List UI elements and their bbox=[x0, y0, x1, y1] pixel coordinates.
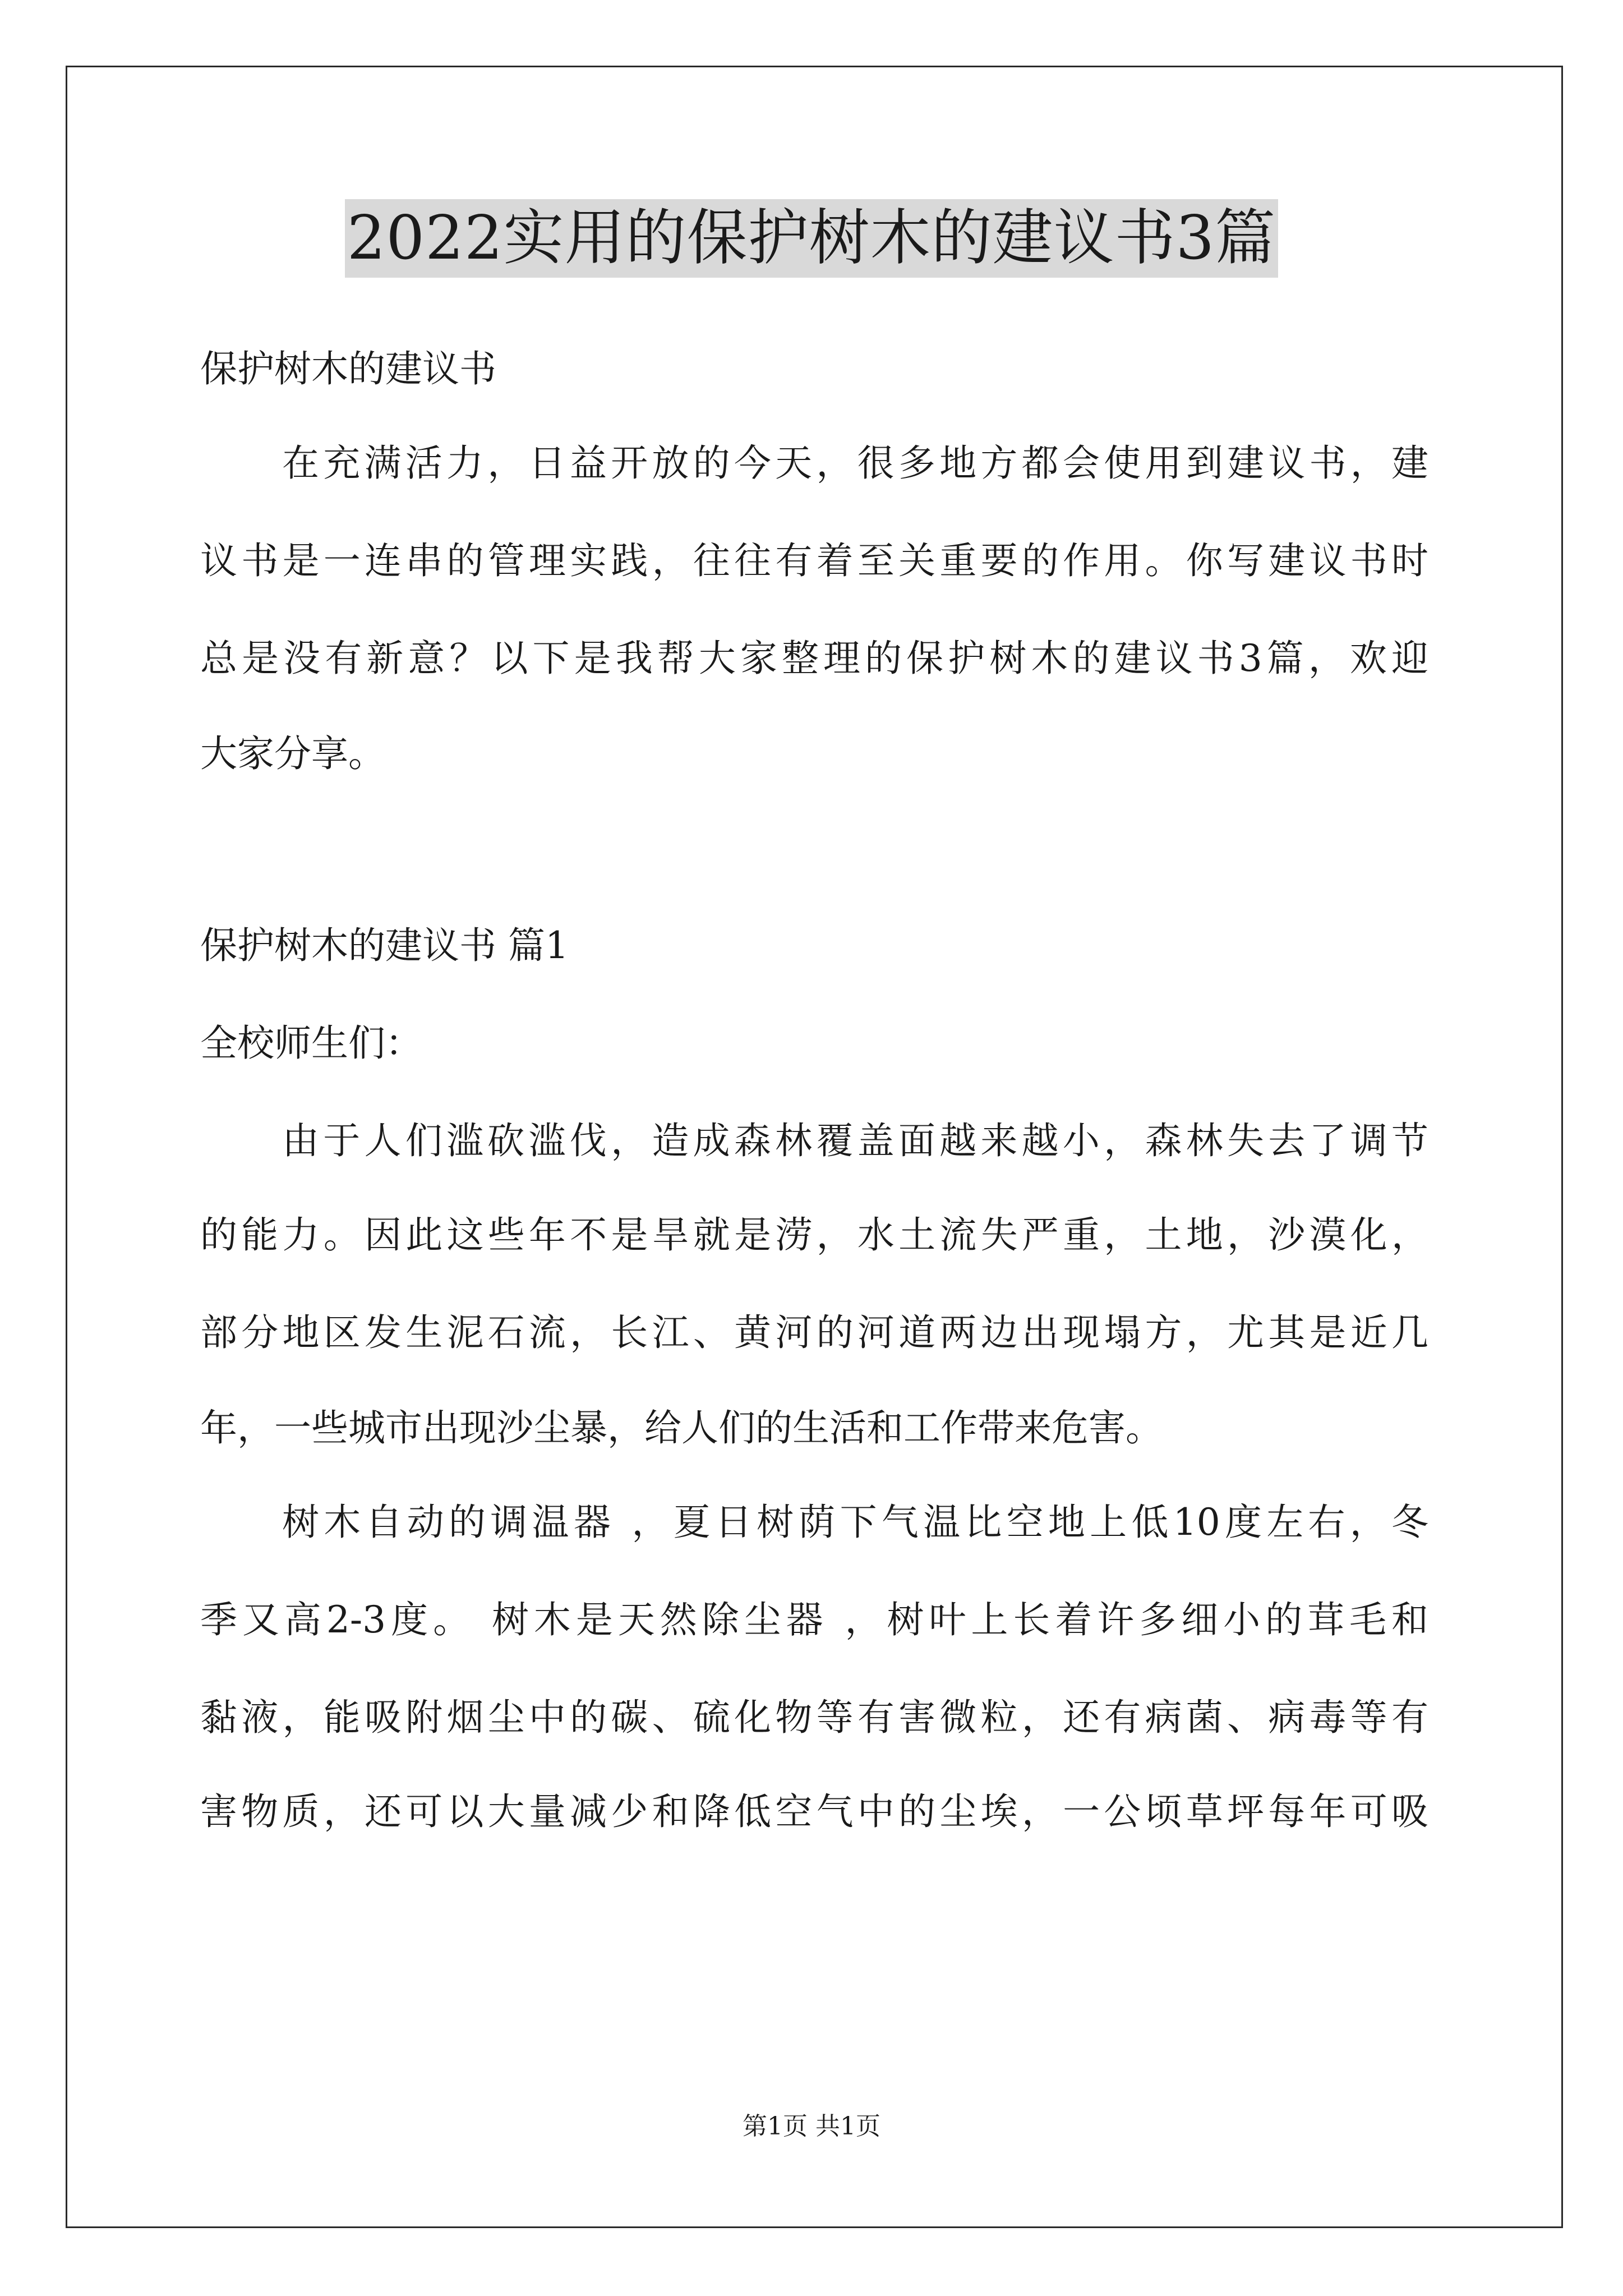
salutation: 全校师生们： bbox=[200, 1022, 422, 1065]
intro-line: 大家分享。 bbox=[200, 732, 385, 775]
section-heading: 保护树木的建议书 篇1 bbox=[200, 924, 569, 967]
intro-heading: 保护树木的建议书 bbox=[200, 347, 496, 390]
intro-line: 总是没有新意？以下是我帮大家整理的保护树木的建议书3篇，欢迎 bbox=[200, 637, 1428, 680]
intro-line: 在充满活力，日益开放的今天，很多地方都会使用到建议书，建 bbox=[282, 441, 1428, 485]
document-title: 2022实用的保护树木的建议书3篇 bbox=[345, 199, 1279, 278]
page-footer: 第1页 共1页 bbox=[743, 2112, 880, 2141]
title-container bbox=[0, 199, 1623, 278]
paragraph-line: 季又高2-3度。 树木是天然除尘器 ，树叶上长着许多细小的茸毛和 bbox=[200, 1598, 1428, 1641]
paragraph-line: 年，一些城市出现沙尘暴，给人们的生活和工作带来危害。 bbox=[200, 1406, 1163, 1450]
paragraph-line: 害物质，还可以大量减少和降低空气中的尘埃，一公顷草坪每年可吸 bbox=[200, 1790, 1428, 1833]
paragraph-line: 树木自动的调温器 ，夏日树荫下气温比空地上低10度左右，冬 bbox=[282, 1501, 1428, 1544]
paragraph-line: 黏液，能吸附烟尘中的碳、硫化物等有害微粒，还有病菌、病毒等有 bbox=[200, 1696, 1428, 1739]
paragraph-line: 的能力。因此这些年不是旱就是涝，水土流失严重，土地，沙漠化， bbox=[200, 1213, 1428, 1257]
intro-line: 议书是一连串的管理实践，往往有着至关重要的作用。你写建议书时 bbox=[200, 539, 1428, 582]
paragraph-line: 部分地区发生泥石流，长江、黄河的河道两边出现塌方，尤其是近几 bbox=[200, 1311, 1428, 1354]
paragraph-line: 由于人们滥砍滥伐，造成森林覆盖面越来越小，森林失去了调节 bbox=[282, 1119, 1428, 1162]
